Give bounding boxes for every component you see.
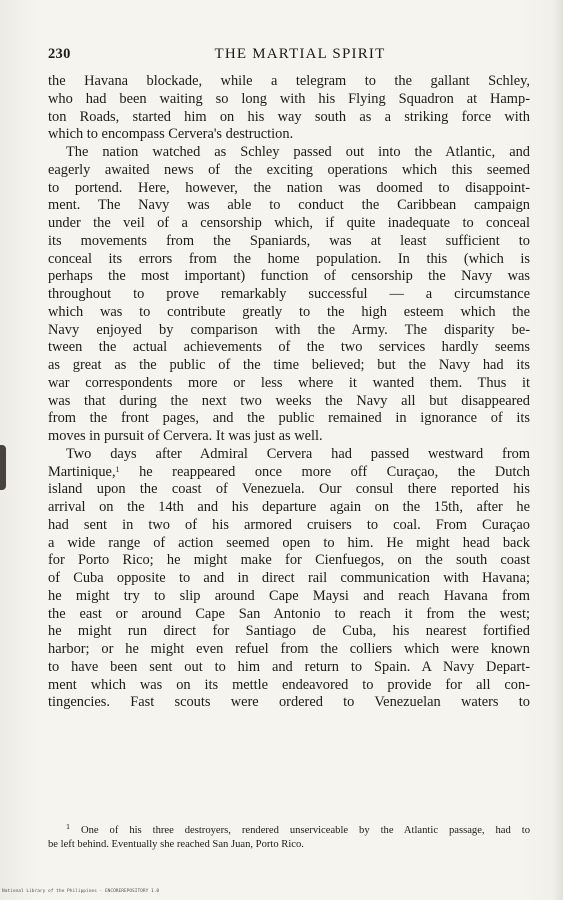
text-line: he might run direct for Santiago de Cuba, his nearest fortified [48,623,530,640]
text-line: the east or around Cape San Antonio to reach it from the west; [48,605,530,622]
text-line: to have been sent out to him and return to Spain. A Navy Depart- [48,658,530,675]
text-line: was that during the next two weeks the Navy all but disappeared [48,392,530,409]
text-line: he might try to slip around Cape Maysi and reach Havana from [48,587,530,604]
text-line: ment which was on its mettle endeavored to provide for all con- [48,676,530,693]
text-line: conceal its errors from the home population. In this (which is [48,250,530,267]
text-line: Navy enjoyed by comparison with the Army. The disparity be- [48,321,530,338]
footnote-line [48,824,530,838]
text-line: for Porto Rico; he might make for Cienfuegos, on the south coast [48,552,530,569]
text-line: had sent in two of his armored cruisers to coal. From Curaçao [48,516,530,533]
page-header [48,46,532,66]
text-line: to portend. Here, however, the nation was doomed to disappoint- [48,179,530,196]
scan-blot [0,445,6,490]
text-line-with-footnote-ref [48,464,530,482]
footnote-text: One of his three destroyers, rendered unserviceable by the Atlantic passage, had to [80,825,530,836]
footnote [48,824,530,852]
text-line: arrival on the 14th and his departure again on the 15th, after he [48,499,530,515]
body-text [48,73,530,712]
text-line: eagerly awaited news of the exciting operations which this seemed [48,161,530,178]
footnote-marker: 1 [66,824,70,831]
text-line: island upon the coast of Venezuela. Our consul there reported his [48,481,530,498]
spine-shadow [553,0,563,900]
text-line: who had been waiting so long with his Flying Squadron at Hamp- [48,90,530,107]
scan-stamp: National Library of the Philippines · ENCOREREPOSITORY 1.0 [2,889,160,894]
text-line: Two days after Admiral Cervera had passed westward from [66,445,530,462]
footnote-ref: 1 [115,464,120,474]
text-line: war correspondents more or less where it wanted them. Thus it [48,374,530,391]
text-line: the Havana blockade, while a telegram to the gallant Schley, [48,73,530,89]
text-line: of Cuba opposite to and in direct rail communication with Havana; [48,570,530,586]
text-line: harbor; or he might even refuel from the colliers which were known [48,641,530,657]
text-line: which was to contribute greatly to the high esteem which the [48,303,530,320]
text-line: which to encompass Cervera's destruction. [48,126,294,143]
text-line: from the front pages, and the public remained in ignorance of its [48,410,530,427]
text-line: perhaps the most important) function of censorship the Navy was [48,268,530,285]
text-line: ment. The Navy was able to conduct the Caribbean campaign [48,197,530,214]
text-line: throughout to prove remarkably successful — a circumstance [48,286,530,302]
text-line: under the veil of a censorship which, if quite inadequate to conceal [48,215,530,231]
martinique-word: Martinique, [48,463,116,480]
text-line: tingencies. Fast scouts were ordered to Venezuelan waters to [48,694,530,711]
running-head: THE MARTIAL SPIRIT [214,46,386,62]
text-line: ton Roads, started him on his way south as a striking force with [48,108,530,125]
text-line: The nation watched as Schley passed out into the Atlantic, and [66,144,530,160]
footnote-line: be left behind. Eventually she reached San Juan, Porto Rico. [48,839,304,850]
text-line: a wide range of action seemed open to him. He might head back [48,534,530,551]
text-line: tween the actual achievements of the two services hardly seems [48,339,530,356]
page-number: 230 [48,46,71,62]
text-line: moves in pursuit of Cervera. It was just as well. [48,428,323,444]
text-line: its movements from the Spaniards, was at least sufficient to [48,232,530,249]
text-line: as great as the public of the time believed; but the Navy had its [48,357,530,373]
text-line-rest: he reappeared once more off Curaçao, the Dutch [139,463,530,480]
